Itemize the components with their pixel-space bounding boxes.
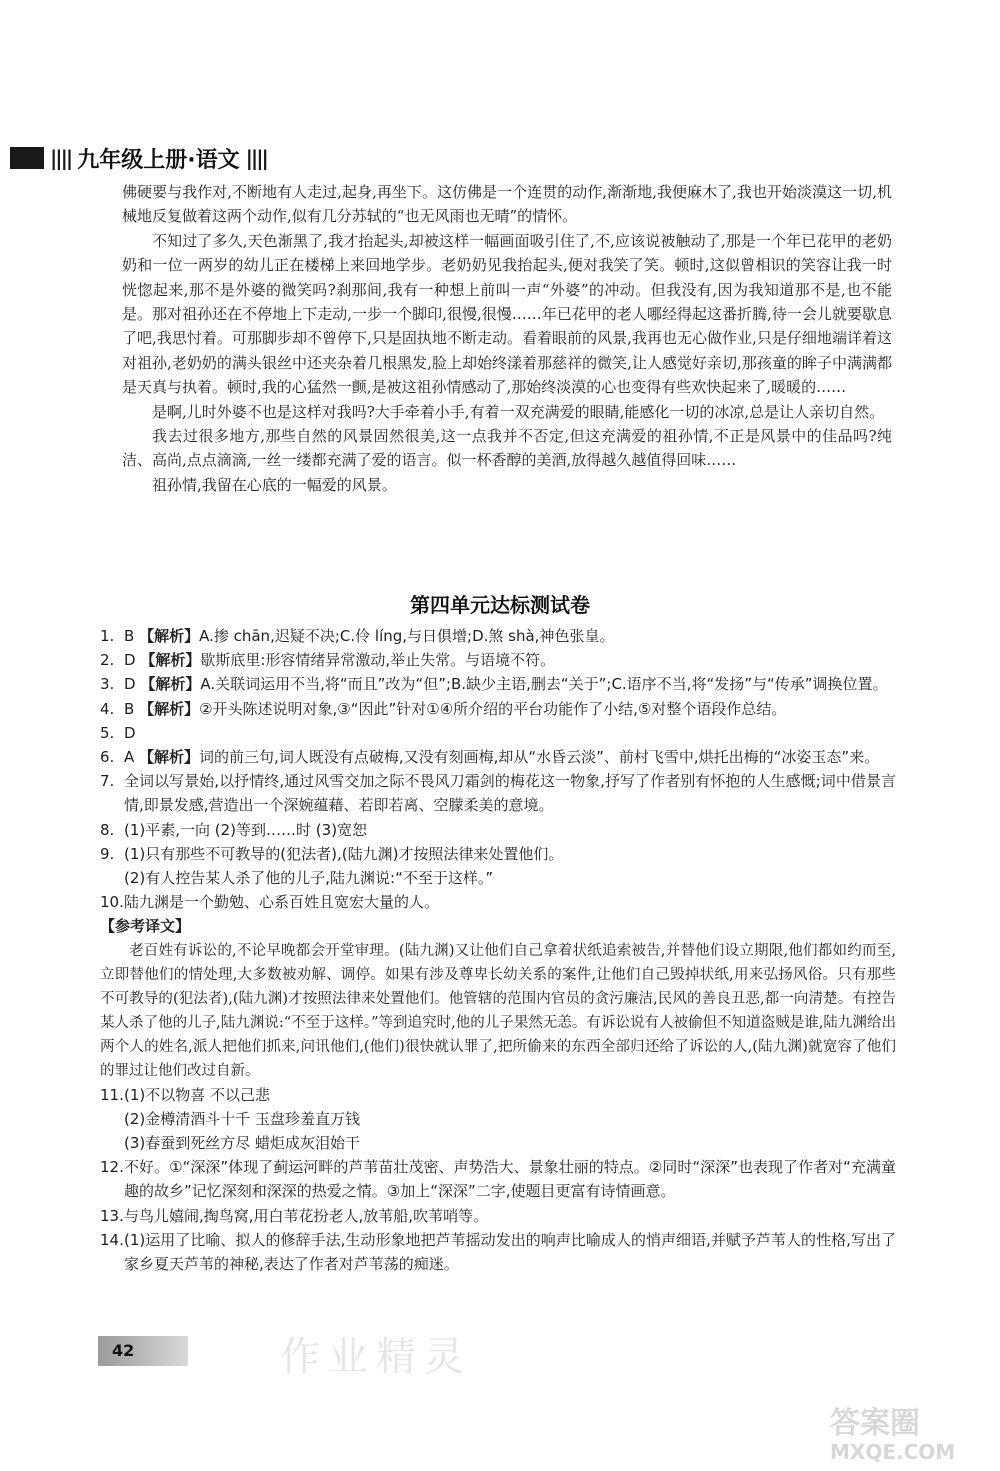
answer-fragment: (2)有人控告某人杀了他的儿子,陆九渊说:“不至于这样。” [124,869,494,888]
answer-item [100,1083,896,1107]
answer-text [124,1107,896,1131]
answer-item [100,818,896,842]
answer-number: 12. [100,1158,124,1177]
answer-fragment: D [124,651,141,670]
answer-fragment: 词的前三句,词人既没有点破梅,又没有刻画梅,却从“水昏云淡”、前村飞雪中,烘托出梅的“冰姿玉态”来。 [199,748,880,767]
answer-text [124,1083,896,1107]
reference-translation [100,939,896,1083]
answer-text [124,866,896,890]
watermark-center: 作业精灵 [280,1334,472,1380]
answer-item [100,866,896,890]
answer-number: 7. [100,772,115,791]
answer-number: 13. [100,1206,124,1225]
answer-number: 2. [100,651,115,670]
answer-fragment: D [124,675,141,694]
answer-text [124,1131,896,1155]
answer-list [100,624,896,1276]
answer-fragment: (1)只有那些不可教导的(犯法者),(陆九渊)才按照法律来处置他们。 [124,844,564,863]
answer-item [100,1204,896,1228]
answer-fragment: (1)平素,一向 (2)等到……时 (3)宽恕 [124,820,368,839]
watermark-logo [760,1395,980,1465]
watermark-logo-bottom: MXQE.COM [830,1440,956,1464]
answer-number: 10. [100,893,124,912]
answer-number: 6. [100,748,115,767]
essay-paragraph: 祖孙情,我留在心底的一幅爱的风景。 [152,475,397,494]
answer-fragment: (1)运用了比喻、拟人的修辞手法,生动形象地把芦苇摇动发出的响声比喻成人的悄声细语,并赋予芦苇人的性格,写出了家乡夏天芦苇的神秘,表达了作者对芦苇荡的痴迷。 [124,1230,896,1274]
answer-fragment: A.关联词运用不当,将“而且”改为“但”;B.缺少主语,删去“关于”;C.语序不当,将“发扬”与“传承”调换位置。 [200,675,888,694]
analysis-tag: 【解析】 [139,627,200,645]
answer-text [124,1155,896,1203]
answer-number: 11. [100,1085,124,1104]
answer-fragment: B [124,627,140,645]
answer-fragment: 全词以写景始,以抒情终,通过风雪交加之际不畏风刀霜剑的梅花这一物象,抒写了作者别有怀抱的人生感慨;词中借景言情,即景发感,营造出一个深婉蕴藉、若即若离、空朦柔美的意境。 [124,772,896,815]
answer-item [100,745,896,769]
answer-item [100,672,896,696]
answer-text [124,1204,896,1228]
answer-number: 8. [100,820,115,839]
translation-paragraph: 老百姓有诉讼的,不论早晚都会开堂审理。(陆九渊)又让他们自己拿着状纸追索被告,并替他们设立期限,他们都如约而至,立即替他们的情处理,大多数被劝解、调停。如果有涉及尊卑长幼关系的案件,让他们自己毁掉状纸,用来弘扬风俗。只有那些不可教导的(犯法者),(陆九渊)才按照法律来处置他们。他管辖的范围内官员的贪污廉洁,民风的善良丑恶,都一向清楚。有控告某人杀了他的儿子,陆九渊说:“不至于这样。”等到追究时,他的儿子果然无恙。有诉讼说有人被偷但不知道盗贼是谁,陆九渊给出两个人的姓名,派人把他们抓来,问讯他们,(他们)很快就认罪了,把所偷来的东西全部归还给了诉讼的人,(陆九渊)就宽容了他们的罪过让他们改过自新。 [100,942,896,1079]
answer-fragment: ②开头陈述说明对象,③“因此”针对①④所介绍的平台功能作了小结,⑤对整个语段作总结。 [199,699,787,718]
answer-item [100,1155,896,1203]
answer-item [100,769,896,817]
answer-fragment: D [124,723,136,742]
header-bars-right: |||| [245,146,267,170]
answer-text [124,842,896,866]
answer-fragment: 不好。①“深深”体现了蓟运河畔的芦苇苗壮茂密、声势浩大、景象壮丽的特点。②同时“深深”也表现了作者对“充满童趣的故乡”记忆深刻和深深的热爱之情。③加上“深深”二字,使题目更富有诗情画意。 [124,1158,896,1201]
answer-text [124,721,896,745]
answer-number: 9. [100,844,115,863]
answer-text [124,1228,896,1276]
answer-text [124,818,896,842]
analysis-tag: 【解析】 [140,675,201,694]
answer-fragment: B [124,699,140,718]
answer-number: 1. [100,627,115,645]
header-block [10,147,44,169]
answer-item [100,648,896,672]
answer-fragment: 陆九渊是一个勤勉、心系百姓且宽宏大量的人。 [124,893,440,912]
essay-text [122,180,892,497]
answer-text [124,697,896,721]
answer-item [100,624,896,648]
answer-item [100,842,896,866]
answer-fragment: 与鸟儿嬉闹,掏鸟窝,用白苇花扮老人,放苇船,吹苇哨等。 [124,1206,489,1225]
page-header [10,145,267,171]
answer-number: 3. [100,675,115,694]
answer-text [124,672,896,696]
answer-item [100,890,896,914]
analysis-tag: 【解析】 [139,699,200,718]
analysis-tag: 【解析】 [140,651,201,670]
answer-text [124,648,896,672]
essay-paragraph: 我去过很多地方,那些自然的风景固然很美,这一点我并不否定,但这充满爱的祖孙情,不正是风景中的佳品吗?纯洁、高尚,点点滴滴,一丝一缕都充满了爱的语言。似一杯香醇的美酒,放得越久越值得回味…… [122,427,892,470]
answer-fragment: 歇斯底里:形容情绪异常激动,举止失常。与语境不符。 [200,651,556,670]
header-title: 九年级上册·语文 [77,147,240,173]
answer-number: 4. [100,699,115,718]
answer-text [124,624,896,648]
answer-text [124,769,896,817]
answer-text [124,745,896,769]
answer-fragment: A.掺 chān,迟疑不决;C.伶 líng,与日俱增;D.煞 shà,神色张皇。 [199,627,615,645]
header-bars-left: |||| [50,146,72,170]
answer-fragment: A [124,748,140,767]
reference-translation-title: 【参考译文】 [100,917,191,936]
essay-paragraph: 是啊,儿时外婆不也是这样对我吗?大手牵着小手,有着一双充满爱的眼睛,能感化一切的冰凉,总是让人亲切自然。 [152,402,885,421]
answer-item [100,1228,896,1276]
analysis-tag: 【解析】 [139,748,200,767]
answer-text [124,890,896,914]
page-number: 42 [98,1336,188,1366]
answer-item [100,697,896,721]
answer-fragment: (1)不以物喜 不以己悲 [124,1085,271,1104]
answer-fragment: (2)金樽清酒斗十千 玉盘珍羞直万钱 [124,1109,361,1128]
essay-paragraph: 佛硬要与我作对,不断地有人走过,起身,再坐下。这仿佛是一个连贯的动作,渐渐地,我便麻木了,我也开始淡漠这一切,机械地反复做着这两个动作,似有几分苏轼的“也无风雨也无晴”的情怀。 [122,183,892,226]
essay-paragraph: 不知过了多久,天色渐黑了,我才抬起头,却被这样一幅画面吸引住了,不,应该说被触动了,那是一个年已花甲的老奶奶和一位一两岁的幼儿正在楼梯上来回地学步。老奶奶见我抬起头,便对我笑了笑。顿时,这似曾相识的笑容让我一时恍惚起来,那不是外婆的微笑吗?刹那间,我有一种想上前叫一声“外婆”的冲动。但我没有,因为我知道那不是,也不能是。那对祖孙还在不停地上下走动,一步一个脚印,很慢,很慢……年已花甲的老人哪经得起这番折腾,待一会儿就要歇息了吧,我思忖着。可那脚步却不曾停下,只是固执地不断走动。看着眼前的风景,我再也无心做作业,只是仔细地端详着这对祖孙,老奶奶的满头银丝中还夹杂着几根黑发,脸上却始终漾着那慈祥的微笑,让人感觉好亲切,那孩童的眸子中满满都是天真与执着。顿时,我的心猛然一颤,是被这祖孙情感动了,那始终淡漠的心也变得有些欢快起来了,暖暖的…… [122,231,892,397]
answer-item [100,721,896,745]
answer-fragment: (3)春蚕到死丝方尽 蜡炬成灰泪始干 [124,1134,361,1153]
answer-number: 5. [100,723,115,742]
answer-number: 14. [100,1230,124,1249]
answer-item [100,1131,896,1155]
answer-item [100,1107,896,1131]
watermark-logo-top: 答案圈 [830,1406,920,1441]
section-title: 第四单元达标测试卷 [410,593,590,617]
